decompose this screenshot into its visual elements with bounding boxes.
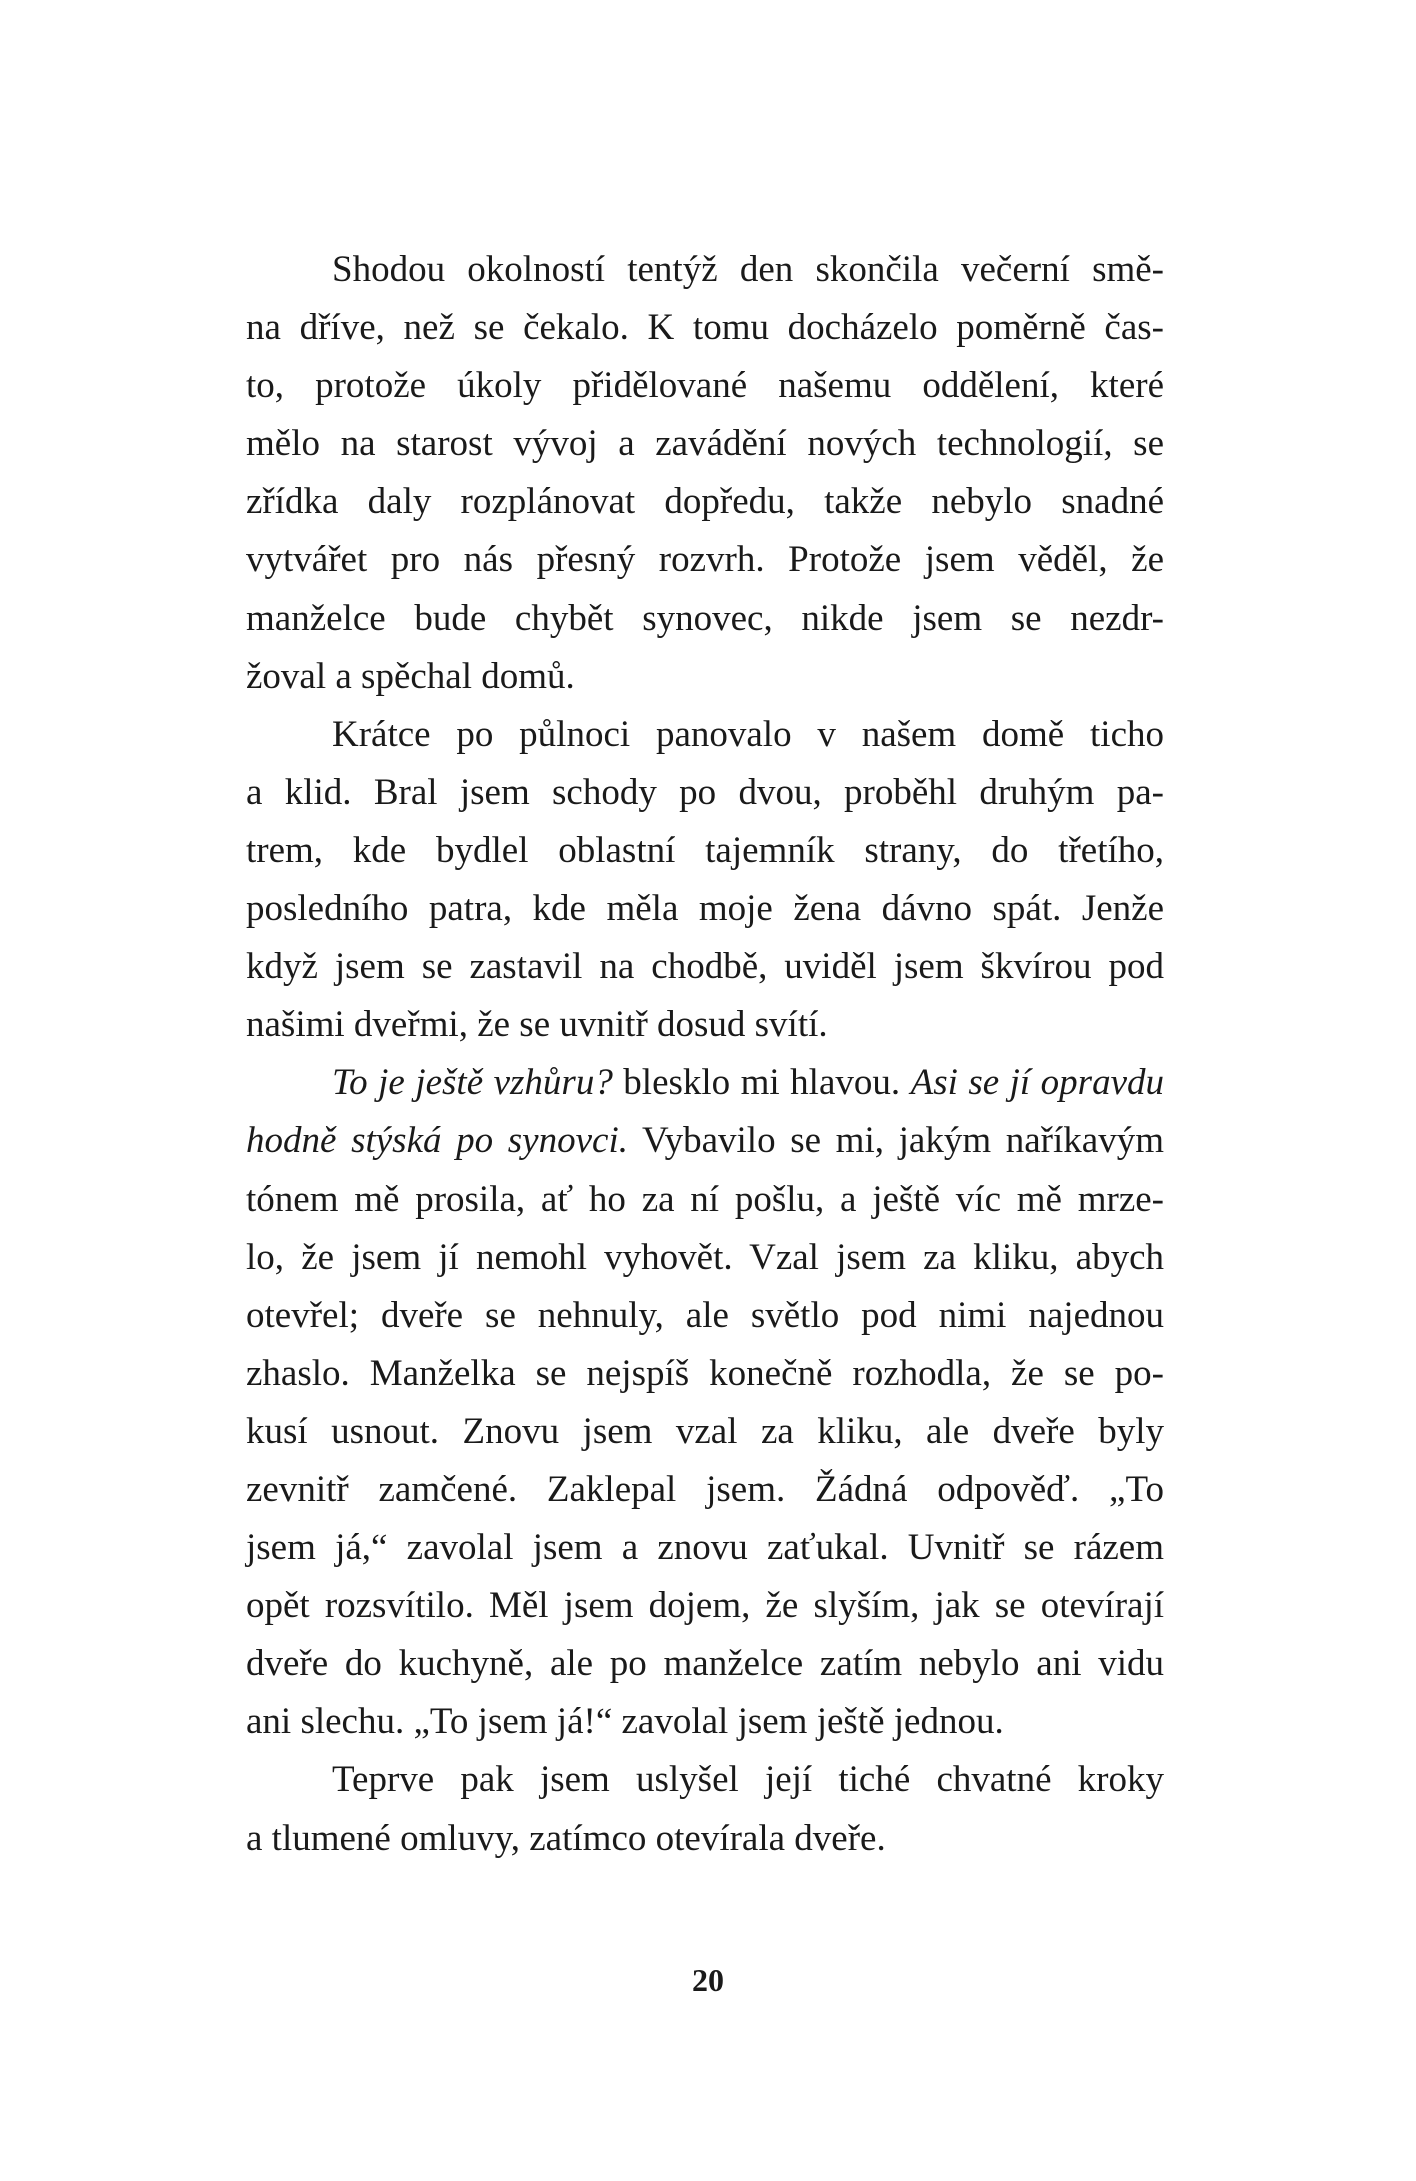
text-segment: kusí usnout. Znovu jsem vzal za kliku, ale dveře byly [246, 1410, 1164, 1452]
text-segment: ani slechu. „To jsem já!“ zavolal jsem ještě jednou. [246, 1701, 1004, 1743]
text-segment: lo, že jsem jí nemohl vyhovět. Vzal jsem za kliku, abych [246, 1236, 1164, 1278]
text-line [246, 764, 1164, 822]
text-line [246, 1229, 1164, 1287]
paragraph [246, 241, 1164, 706]
text-line [246, 996, 1164, 1054]
text-segment: když jsem se zastavil na chodbě, uviděl jsem škvírou pod [246, 946, 1164, 988]
text-line [246, 1112, 1164, 1170]
text-line [246, 1693, 1164, 1751]
text-segment: a tlumené omluvy, zatímco otevírala dveře. [246, 1817, 886, 1859]
text-line [246, 590, 1164, 648]
text-line [246, 1171, 1164, 1229]
text-line [246, 415, 1164, 473]
text-line [246, 241, 1164, 299]
text-line [246, 357, 1164, 415]
text-line [246, 1054, 1164, 1112]
text-segment: Teprve pak jsem uslyšel její tiché chvatné kroky [332, 1759, 1164, 1801]
text-line [246, 1751, 1164, 1809]
text-line [246, 1345, 1164, 1403]
text-segment: tónem mě prosila, ať ho za ní pošlu, a ještě víc mě mrze- [246, 1178, 1164, 1220]
text-line [246, 1519, 1164, 1577]
text-segment: mělo na starost vývoj a zavádění nových technologií, se [246, 423, 1164, 465]
text-segment: a klid. Bral jsem schody po dvou, proběhl druhým pa- [246, 771, 1164, 813]
text-segment: zevnitř zamčené. Zaklepal jsem. Žádná odpověď. „To [246, 1468, 1164, 1510]
text-segment: blesklo mi hlavou. [612, 1062, 911, 1104]
text-segment: na dříve, než se čekalo. K tomu docházelo poměrně čas- [246, 307, 1164, 349]
italic-text: Asi se jí opravdu [910, 1062, 1164, 1104]
paragraph [246, 1751, 1164, 1867]
text-segment: jsem já,“ zavolal jsem a znovu zaťukal. Uvnitř se rázem [246, 1527, 1164, 1569]
text-segment: dveře do kuchyně, ale po manželce zatím nebylo ani vidu [246, 1643, 1164, 1685]
text-segment: Shodou okolností tentýž den skončila večerní smě- [332, 249, 1164, 290]
text-line [246, 822, 1164, 880]
paragraph [246, 1054, 1164, 1751]
text-segment: žoval a spěchal domů. [246, 655, 575, 697]
text-line [246, 880, 1164, 938]
text-segment: manželce bude chybět synovec, nikde jsem se nezdr- [246, 597, 1164, 639]
italic-text: hodně stýská po synovci. [246, 1120, 628, 1162]
text-segment: posledního patra, kde měla moje žena dávno spát. Jenže [246, 888, 1164, 930]
text-segment: našimi dveřmi, že se uvnitř dosud svítí. [246, 1004, 828, 1046]
body-text [246, 241, 1164, 1868]
text-line [246, 706, 1164, 764]
text-line [246, 473, 1164, 531]
text-segment: Vybavilo se mi, jakým naříkavým [627, 1120, 1164, 1162]
text-line [246, 1635, 1164, 1693]
text-segment: to, protože úkoly přidělované našemu oddělení, které [246, 365, 1164, 407]
text-line [246, 299, 1164, 357]
text-segment: Krátce po půlnoci panovalo v našem domě ticho [332, 713, 1164, 755]
text-line [246, 1577, 1164, 1635]
text-segment: trem, kde bydlel oblastní tajemník strany, do třetího, [246, 829, 1164, 871]
text-segment: opět rozsvítilo. Měl jsem dojem, že slyším, jak se otevírají [246, 1585, 1164, 1627]
text-segment: zřídka daly rozplánovat dopředu, takže nebylo snadné [246, 481, 1164, 523]
text-segment: vytvářet pro nás přesný rozvrh. Protože jsem věděl, že [246, 539, 1164, 581]
text-line [246, 531, 1164, 589]
page-number: 20 [692, 1962, 724, 1998]
text-line [246, 1287, 1164, 1345]
italic-text: To je ještě vzhůru? [332, 1062, 613, 1104]
text-segment: zhaslo. Manželka se nejspíš konečně rozhodla, že se po- [246, 1352, 1164, 1394]
text-line [246, 938, 1164, 996]
paragraph [246, 706, 1164, 1055]
text-line [246, 1461, 1164, 1519]
text-line [246, 648, 1164, 706]
text-line [246, 1810, 1164, 1868]
text-segment: otevřel; dveře se nehnuly, ale světlo pod nimi najednou [246, 1294, 1164, 1336]
text-line [246, 1403, 1164, 1461]
